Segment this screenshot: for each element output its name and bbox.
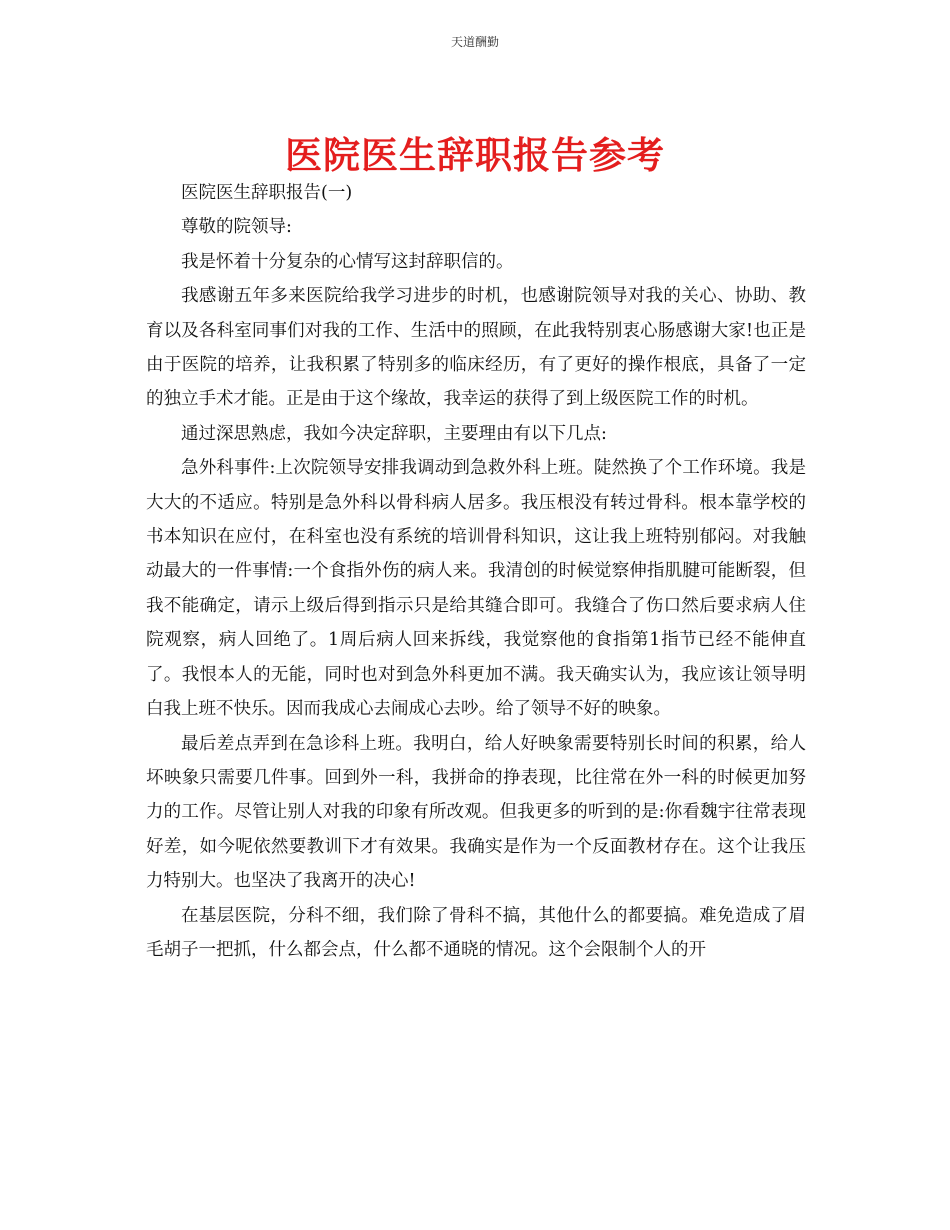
paragraph: 通过深思熟虑，我如今决定辞职，主要理由有以下几点: <box>181 423 607 444</box>
page-header: 天道酬勤 <box>450 35 499 49</box>
paragraph: 急外科事件:上次院领导安排我调动到急救外科上班。陡然换了个工作环境。我是大大的不适应。特别是急外科以骨科病人居多。我压根没有转过骨科。根本靠学校的书本知识在应付，在科室也没有系统的培训骨科知识，这让我上班特别郁闷。对我触动最大的一件事情:一个食指外伤的病人来。我清创的时候觉察伸指肌腱可能断裂，但我不能确定，请示上级后得到指示只是给其缝合即可。我缝合了伤口然后要求病人住院观察，病人回绝了。1周后病人回来拆线，我觉察他的食指第1指节已经不能伸直了。我恨本人的无能，同时也对到急外科更加不满。我天确实认为，我应该让领导明白我上班不快乐。因而我成心去闹成心去吵。给了领导不好的映象。 <box>146 458 806 720</box>
document-body <box>146 176 806 967</box>
paragraph-report-heading: 医院医生辞职报告(一) <box>181 183 353 203</box>
document-title: 医院医生辞职报告参考 <box>285 134 665 177</box>
paragraph-salutation: 尊敬的院领导: <box>181 217 292 238</box>
paragraph: 我是怀着十分复杂的心情写这封辞职信的。 <box>181 251 514 272</box>
paragraph: 在基层医院，分科不细，我们除了骨科不搞，其他什么的都要搞。难免造成了眉毛胡子一把抓，什么都会点，什么都不通晓的情况。这个会限制个人的开 <box>146 905 806 960</box>
paragraph: 最后差点弄到在急诊科上班。我明白，给人好映象需要特别长时间的积累，给人坏映象只需要几件事。回到外一科，我拼命的挣表现，比往常在外一科的时候更加努力的工作。尽管让别人对我的印象有所改观。但我更多的听到的是:你看魏宇往常表现好差，如今呢依然要教训下才有效果。我确实是作为一个反面教材存在。这个让我压力特别大。也坚决了我离开的决心! <box>146 733 806 892</box>
paragraph: 我感谢五年多来医院给我学习进步的时机，也感谢院领导对我的关心、协助、教育以及各科室同事们对我的工作、生活中的照顾，在此我特别衷心肠感谢大家!也正是由于医院的培养，让我积累了特别多的临床经历，有了更好的操作根底，具备了一定的独立手术才能。正是由于这个缘故，我幸运的获得了到上级医院工作的时机。 <box>146 286 806 410</box>
